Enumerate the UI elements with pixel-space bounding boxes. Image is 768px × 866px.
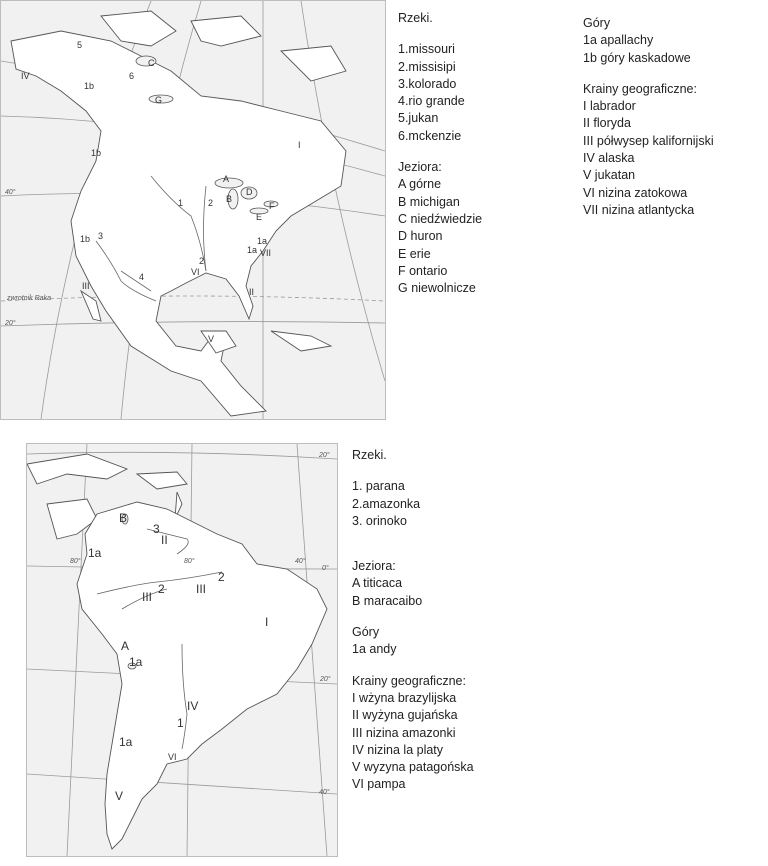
map-label-lake-b: B [119, 511, 128, 525]
lake-item: D huron [398, 229, 443, 244]
river-item: 5.jukan [398, 111, 439, 126]
map-label-river-2: 2 [158, 582, 165, 596]
map-label-lake-a: A [121, 639, 130, 653]
map-label-region-ii: II [161, 533, 168, 547]
regions-heading: Krainy geograficzne: [583, 81, 697, 96]
map-label-region-iv: IV [187, 699, 199, 713]
latitude-label-0: 0° [322, 565, 329, 572]
lake-item: A titicaca [352, 576, 403, 591]
regions-heading: Krainy geograficzne: [352, 673, 466, 688]
north-america-map [0, 0, 386, 420]
lake-item: F ontario [398, 263, 448, 278]
region-item: III nizina amazonki [352, 725, 456, 740]
region-item: III półwysep kalifornijski [583, 133, 714, 148]
map-label-lake-d: D [246, 187, 253, 197]
region-item: IV nizina la platy [352, 742, 444, 757]
map-label-lake-b: B [226, 194, 233, 204]
river-item: 3. orinoko [352, 513, 407, 528]
map-label-lake-a: A [223, 174, 230, 184]
region-item: II wyżyna gujańska [352, 708, 458, 723]
river-item: 4.rio grande [398, 94, 465, 109]
map-label-mountain-1a: 1a [257, 236, 268, 246]
lake-item: G niewolnicze [398, 281, 476, 296]
river-item: 2.missisipi [398, 59, 456, 74]
map-label-mountain-1a: 1a [119, 735, 133, 749]
map-label-river-1: 1 [178, 198, 184, 208]
map-label-river-4: 4 [139, 272, 145, 282]
lake-item: A górne [398, 177, 442, 192]
map-label-river-1: 1 [177, 716, 184, 730]
region-item: I labrador [583, 99, 636, 114]
map-label-river-6: 6 [129, 71, 135, 81]
map-label-region-i: I [265, 615, 269, 629]
mountain-item: 1b góry kaskadowe [583, 50, 691, 65]
region-item: II floryda [583, 116, 631, 131]
map-label-river-2: 2 [218, 570, 225, 584]
map-label-lake-f: F [269, 201, 275, 211]
map-label-region-iii: III [82, 281, 90, 291]
lake-item: E erie [398, 246, 431, 261]
region-item: IV alaska [583, 151, 635, 166]
region-item: VI pampa [352, 777, 406, 792]
map-label-lake-c: C [148, 58, 155, 68]
lake-item: C niedźwiedzie [398, 211, 483, 226]
map-label-region-iv: IV [21, 71, 30, 81]
latitude-label-20s: 20° [320, 676, 331, 683]
longitude-label-80: 80° [184, 558, 195, 565]
lake-item: B michigan [398, 194, 460, 209]
map-label-river-3: 3 [153, 522, 160, 536]
region-item: VI nizina zatokowa [583, 185, 688, 200]
latitude-label-40s: 40° [319, 789, 330, 796]
south-america-outline [27, 444, 337, 856]
map-label-mountain-1b: 1b [80, 234, 91, 244]
north-america-legend-mountains-regions [583, 15, 714, 219]
region-item: I wżyna brazylijska [352, 690, 457, 705]
latitude-label-20n: 20° [319, 452, 330, 459]
river-item: 3.kolorado [398, 76, 457, 91]
map-label-mountain-1b: 1b [84, 81, 95, 91]
latitude-label-40: 40° [5, 189, 16, 196]
mountains-heading: Góry [352, 625, 380, 640]
mountains-heading: Góry [583, 16, 611, 30]
longitude-label-80: 80° [70, 558, 81, 565]
river-item: 1.missouri [398, 42, 455, 57]
map-label-river-2: 2 [208, 198, 214, 208]
north-america-outline [1, 1, 385, 419]
map-label-mountain-1a: 1a [247, 245, 258, 255]
latitude-label-20: 20° [5, 320, 16, 327]
map-label-region-v: V [115, 789, 124, 803]
south-america-map [26, 443, 338, 857]
river-item: 1. parana [352, 479, 405, 494]
rivers-heading: Rzeki. [352, 448, 387, 462]
map-label-region-vii: VII [260, 248, 272, 258]
longitude-label-40: 40° [295, 558, 306, 565]
rivers-heading: Rzeki. [398, 11, 433, 25]
region-item: V jukatan [583, 168, 636, 183]
lakes-heading: Jeziora: [352, 559, 396, 574]
lakes-heading: Jeziora: [398, 160, 442, 175]
region-item: VII nizina atlantycka [583, 202, 695, 217]
lake-item: B maracaibo [352, 593, 423, 608]
map-label-mountain-1b: 1b [91, 148, 102, 158]
map-label-region-v: V [208, 334, 215, 344]
map-label-river-3: 3 [98, 231, 104, 241]
map-label-region-iii: III [196, 582, 207, 596]
tropic-of-cancer-label: zwrotnik Raka [7, 295, 51, 302]
map-label-region-vi: VI [168, 752, 177, 762]
region-item: V wyzyna patagońska [352, 760, 474, 775]
map-label-region-vi: VI [191, 267, 200, 277]
river-item: 6.mckenzie [398, 128, 462, 143]
map-label-river-2: 2 [199, 256, 205, 266]
mountain-item: 1a andy [352, 642, 397, 657]
map-label-mountain-1a: 1a [129, 655, 143, 669]
south-america-legend [352, 447, 474, 794]
map-label-lake-g: G [155, 95, 163, 105]
north-america-legend-rivers-lakes [398, 10, 482, 297]
mountain-item: 1a apallachy [583, 33, 654, 48]
map-label-river-5: 5 [77, 40, 83, 50]
map-label-region-ii: II [249, 287, 255, 297]
map-label-mountain-1a: 1a [88, 546, 102, 560]
river-item: 2.amazonka [352, 496, 421, 511]
map-label-lake-e: E [256, 212, 263, 222]
map-label-region-iii: III [142, 590, 153, 604]
map-label-region-i: I [298, 140, 301, 150]
